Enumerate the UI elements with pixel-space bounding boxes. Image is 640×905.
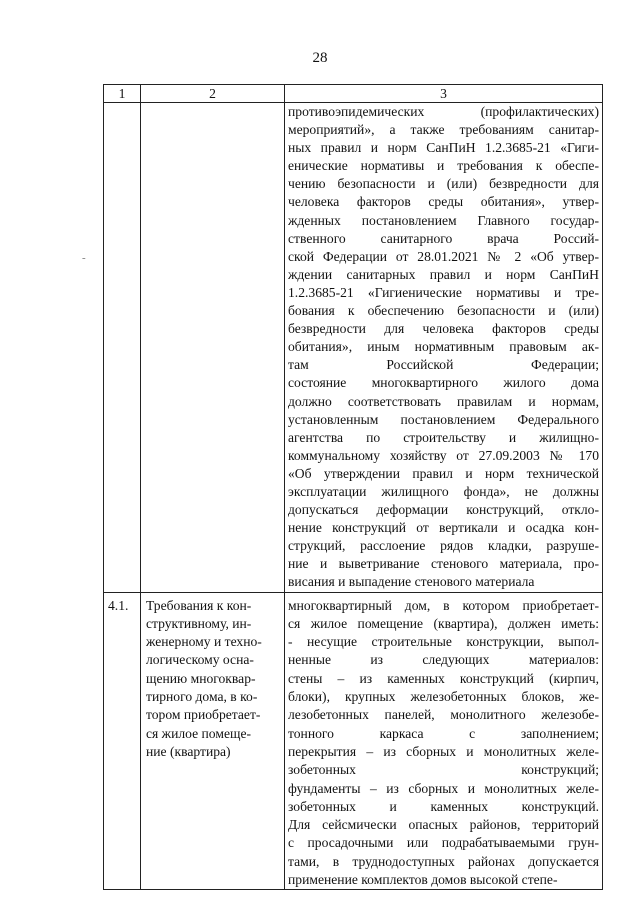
- text-line: там Российской Федерации;: [288, 357, 599, 373]
- text-line: ской Федерации от 28.01.2021 № 2 «Об утвер-: [288, 248, 599, 264]
- text-line: ждении санитарных правил и норм СанПиН: [288, 266, 599, 282]
- text-line: ние (квартира): [146, 743, 231, 759]
- text-line: состояние многоквартирного жилого дома: [288, 375, 599, 391]
- text-line: женерному и техно-: [146, 634, 262, 650]
- text-line: бования к обеспечению безопасности и (или): [288, 303, 599, 319]
- text-line: ние и выветривание стенового материала, про-: [288, 556, 599, 572]
- text-line: эксплуатации жилищного фонда», не должны: [288, 483, 599, 499]
- text-line: допускаться деформации конструкций, откло-: [288, 502, 599, 518]
- text-line: применение комплектов домов высокой степе-: [288, 871, 558, 887]
- text-line: с просадочными или подрабатываемыми грун-: [288, 835, 599, 851]
- text-line: ся жилое помещение (квартира), должен иметь:: [288, 615, 599, 631]
- text-line: коммунальному хозяйству от 27.09.2003 № 170: [288, 447, 599, 463]
- text-line: - несущие строительные конструкции, выпол-: [288, 634, 599, 650]
- text-line: чению безопасности и (или) безвредности для: [288, 176, 599, 192]
- header-col-3: 3: [285, 85, 603, 103]
- row-a-title: [141, 103, 285, 593]
- text-line: ся жилое помеще-: [146, 725, 252, 741]
- text-line: безвредности для человека факторов среды: [288, 321, 599, 337]
- row-b-title: [141, 592, 285, 890]
- margin-mark: -: [82, 252, 86, 264]
- text-line: тором приобретает-: [146, 707, 261, 723]
- text-line: Требования к кон-: [146, 597, 252, 613]
- text-line: енические нормативы и требования к обеспе-: [288, 158, 599, 174]
- text-line: стены – из каменных конструкций (кирпич,: [288, 670, 599, 686]
- text-line: висания и выпадение стенового материала: [288, 574, 535, 590]
- text-line: 1.2.3685-21 «Гигиенические нормативы и тре-: [288, 284, 599, 300]
- text-line: ных правил и норм СанПиН 1.2.3685-21 «Гиги-: [288, 140, 599, 156]
- text-line: тирного дома, в ко-: [146, 689, 258, 705]
- row-b-content: [285, 592, 603, 890]
- text-line: обитания», иным нормативным правовым ак-: [288, 339, 599, 355]
- header-col-1: 1: [104, 85, 141, 103]
- page-number: 28: [312, 50, 328, 66]
- text-line: нение конструкций от вертикали и осадка кон-: [288, 520, 599, 536]
- text-line: мероприятий», а также требованиям санитар-: [288, 122, 599, 138]
- text-line: агентства по строительству и жилищно-: [288, 429, 599, 445]
- text-line: струкций, расслоение рядов кладки, разруше-: [288, 538, 599, 554]
- text-line: фундаменты – из сборных и монолитных желе-: [288, 780, 599, 796]
- text-line: многоквартирный дом, в котором приобретает-: [288, 597, 599, 613]
- row-b-number: [104, 592, 141, 890]
- text-line: противоэпидемических (профилактических): [288, 104, 599, 119]
- table-row: [104, 592, 603, 890]
- text-line: жденных постановлением Главного государ-: [288, 212, 599, 228]
- table-row: [104, 103, 603, 593]
- text-line: должно соответствовать правилам и нормам,: [288, 393, 599, 409]
- text-line: щению многоквар-: [146, 670, 256, 686]
- text-line: лезобетонных панелей, монолитного железобе-: [288, 707, 599, 723]
- text-line: структивному, ин-: [146, 615, 252, 631]
- text-line: блоки), крупных железобетонных блоков, же-: [288, 689, 599, 705]
- text-line: тами, в труднодоступных районах допускается: [288, 853, 599, 869]
- text-line: логическому осна-: [146, 652, 254, 668]
- text-line: ственного санитарного врача Россий-: [288, 230, 599, 246]
- header-col-2: 2: [141, 85, 285, 103]
- row-a-content: [285, 103, 603, 593]
- text-line: зобетонных и каменных конструкций.: [288, 798, 599, 814]
- text-line: человека факторов среды обитания», утвер-: [288, 194, 599, 210]
- text-line: ненные из следующих материалов:: [288, 652, 599, 668]
- text-line: установленным постановлением Федерального: [288, 411, 599, 427]
- text-line: перекрытия – из сборных и монолитных желе-: [288, 743, 599, 759]
- text-line: «Об утверждении правил и норм технической: [288, 465, 599, 481]
- requirements-table: [103, 84, 603, 890]
- row-a-number: [104, 103, 141, 593]
- text-line: тонного каркаса с заполнением;: [288, 725, 599, 741]
- text-line: зобетонных конструкций;: [288, 762, 599, 778]
- table-header-row: [104, 85, 603, 103]
- row-b-number-text: 4.1.: [108, 597, 129, 613]
- text-line: Для сейсмически опасных районов, территорий: [288, 817, 599, 833]
